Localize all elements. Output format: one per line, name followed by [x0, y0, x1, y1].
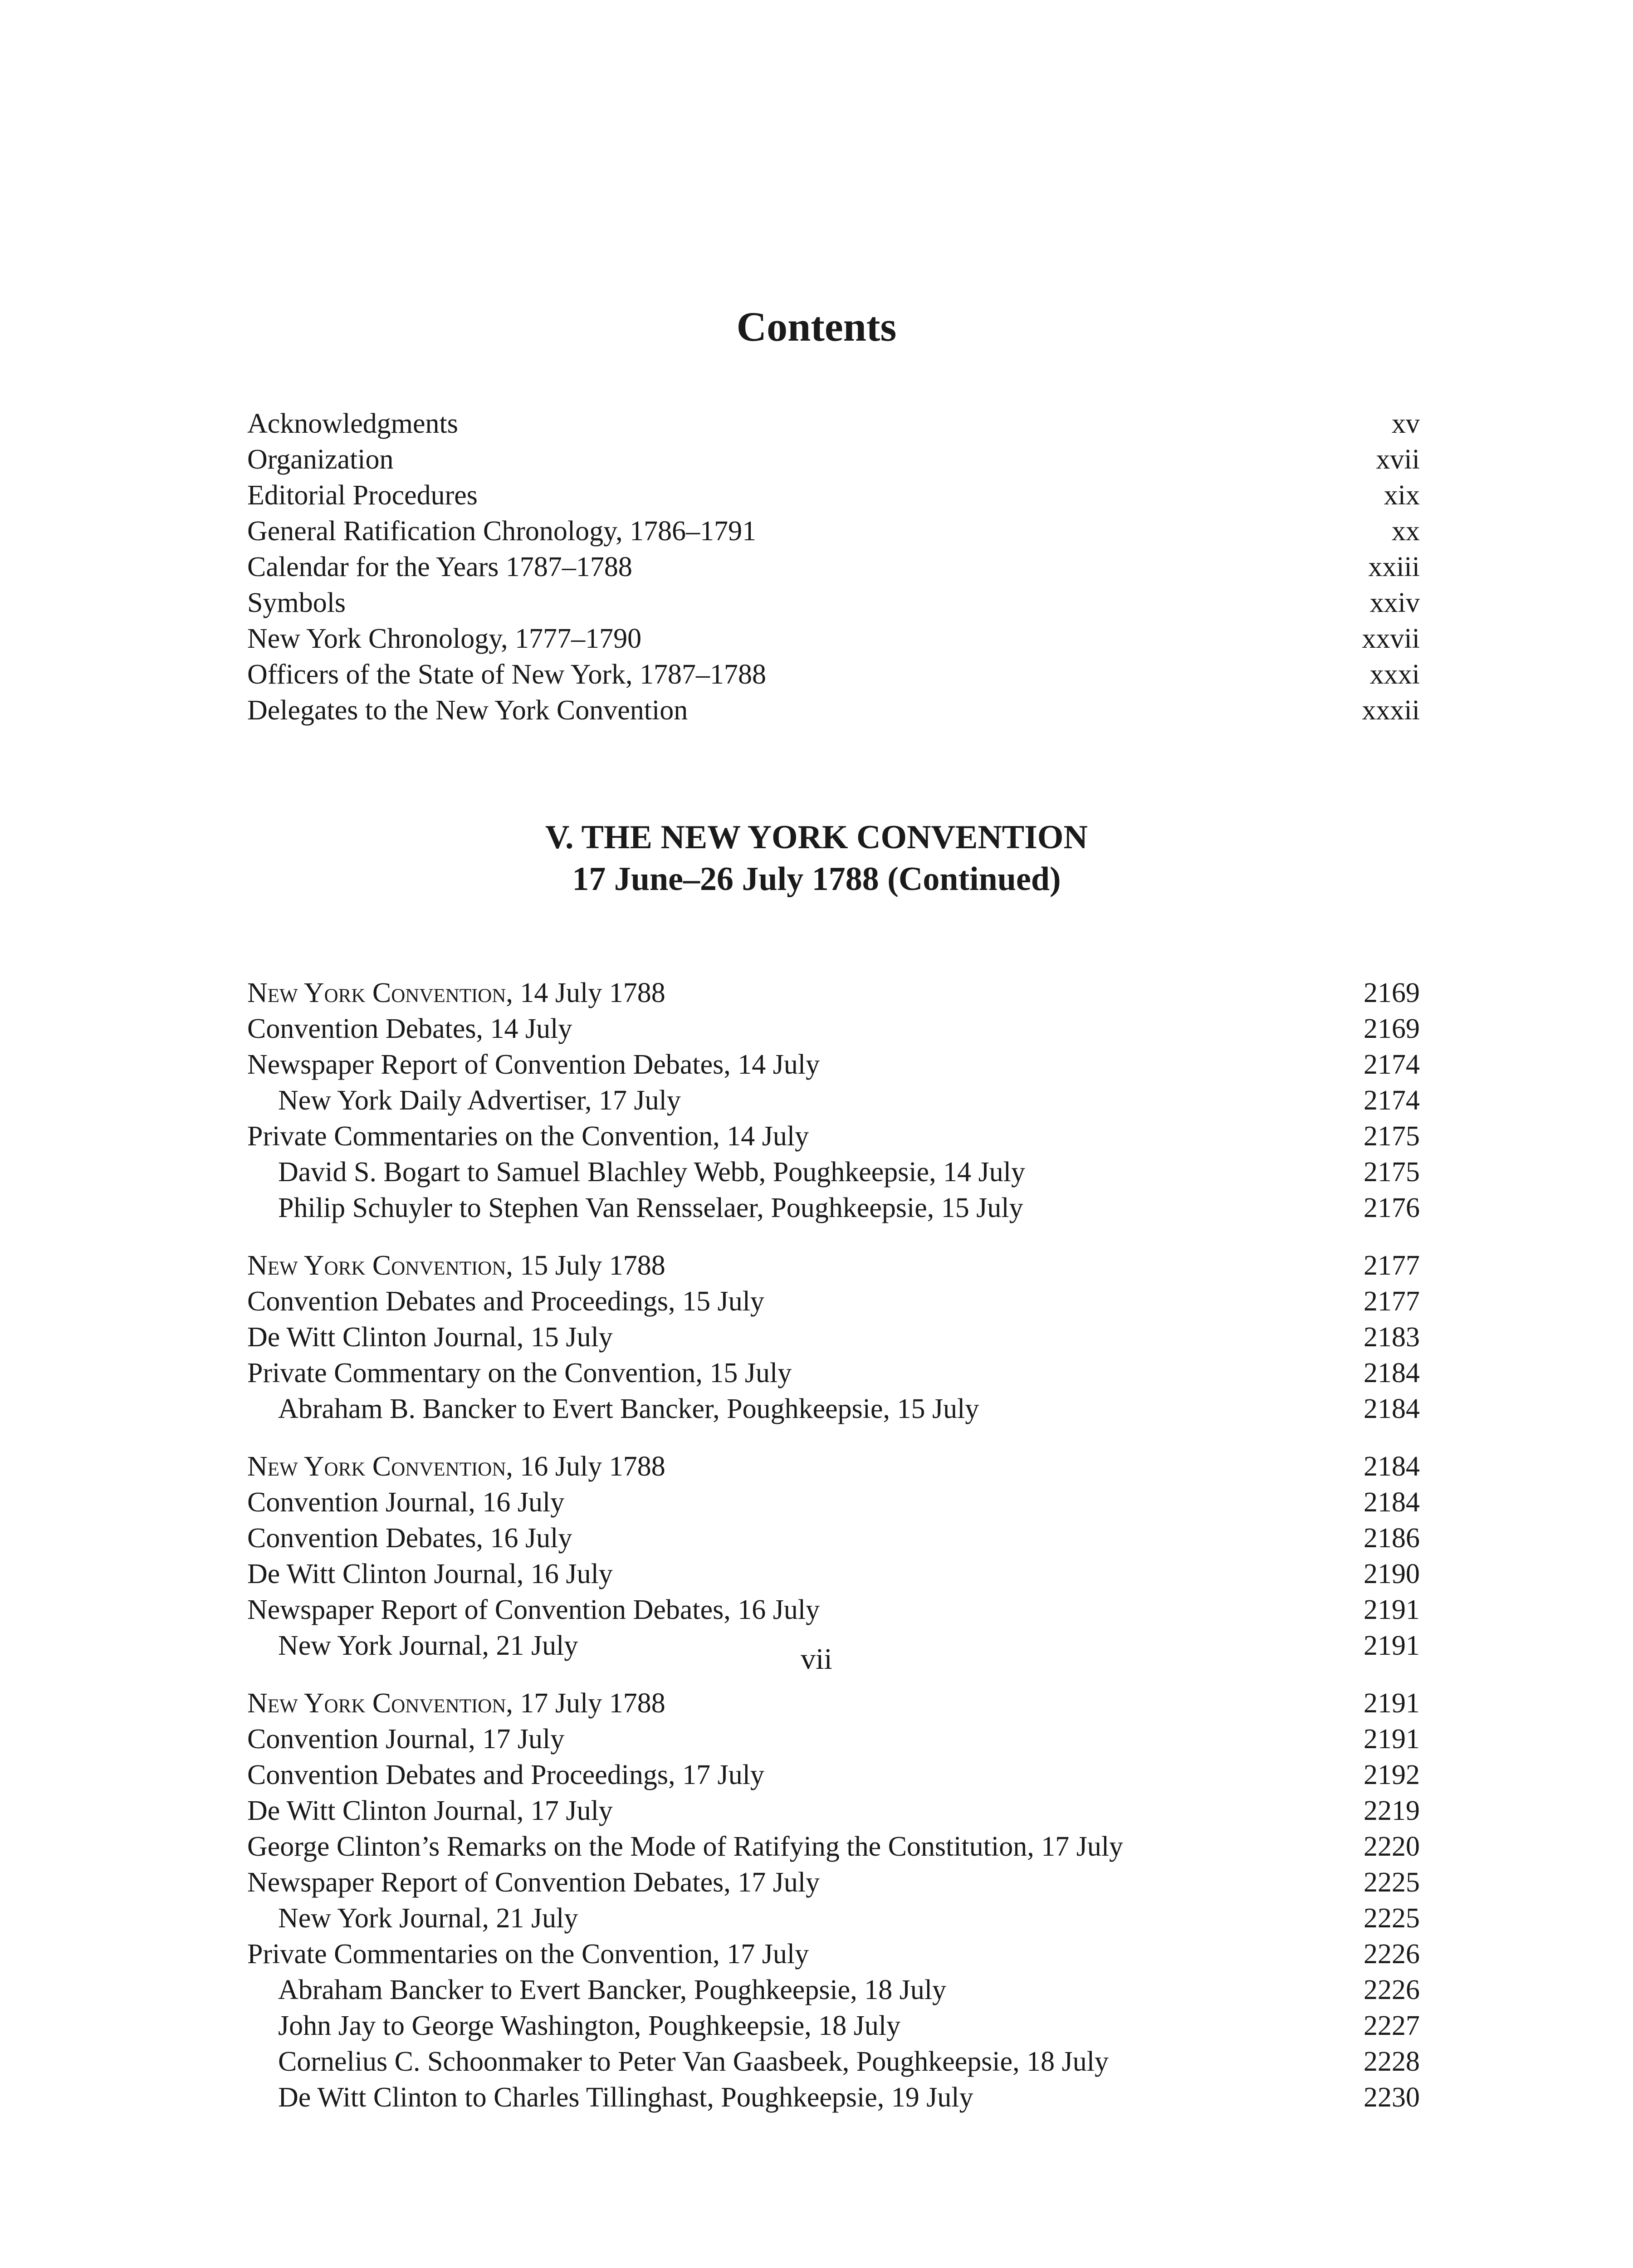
- toc-entry: [247, 1865, 1420, 1901]
- toc-entry-label: David S. Bogart to Samuel Blachley Webb, Poughkeepsie, 14 July: [278, 1157, 1025, 1188]
- toc-entry-page: xxxi: [1369, 659, 1420, 690]
- toc-entry: [247, 1972, 1420, 2008]
- section-heading-date: , 16 July 1788: [506, 1451, 665, 1482]
- toc-entry-page: 2226: [1364, 1939, 1420, 1970]
- convention-day-section: [247, 1248, 1420, 1427]
- section-heading-label: [247, 1248, 665, 1284]
- toc-entry-page: 2219: [1364, 1795, 1420, 1826]
- toc-entry-page: 2230: [1364, 2082, 1420, 2113]
- toc-entry-page: 2169: [1364, 1013, 1420, 1044]
- toc-entry-label: Convention Debates and Proceedings, 17 July: [247, 1760, 764, 1790]
- toc-entry-page: 2192: [1364, 1760, 1420, 1790]
- toc-entry-label: De Witt Clinton to Charles Tillinghast, Poughkeepsie, 19 July: [278, 2082, 973, 2113]
- toc-entry: [247, 585, 1420, 621]
- toc-entry: [247, 693, 1420, 728]
- toc-entry-label: Philip Schuyler to Stephen Van Rensselaer, Poughkeepsie, 15 July: [278, 1193, 1023, 1223]
- toc-entry: [247, 1047, 1420, 1083]
- part-heading-line-1: V. THE NEW YORK CONVENTION: [545, 819, 1088, 856]
- toc-entry: [247, 2008, 1420, 2044]
- toc-entry-label: Convention Debates, 16 July: [247, 1523, 572, 1554]
- section-heading-date: , 14 July 1788: [506, 978, 665, 1008]
- toc-entry-page: 2174: [1364, 1085, 1420, 1116]
- section-heading-label: [247, 1686, 665, 1721]
- toc-entry-page: 2169: [1364, 978, 1420, 1008]
- section-heading-row: [247, 975, 1420, 1011]
- toc-entry: [247, 1119, 1420, 1154]
- convention-day-section: [247, 1449, 1420, 1664]
- toc-entry-label: Cornelius C. Schoonmaker to Peter Van Gaasbeek, Poughkeepsie, 18 July: [278, 2046, 1109, 2077]
- section-heading-date: , 17 July 1788: [506, 1688, 665, 1719]
- toc-entry-label: Convention Debates and Proceedings, 15 July: [247, 1286, 764, 1317]
- toc-entry-page: 2184: [1364, 1393, 1420, 1424]
- toc-entry: [247, 1190, 1420, 1226]
- toc-entry-page: 2220: [1364, 1831, 1420, 1862]
- toc-entry-page: 2191: [1364, 1688, 1420, 1719]
- toc-entry-label: General Ratification Chronology, 1786–1791: [247, 516, 757, 547]
- toc-entry-page: 2228: [1364, 2046, 1420, 2077]
- toc-entry: [247, 1829, 1420, 1865]
- toc-entry: [247, 1936, 1420, 1972]
- toc-entry-page: xvii: [1376, 444, 1420, 475]
- toc-entry: [247, 406, 1420, 442]
- toc-entry-label: George Clinton’s Remarks on the Mode of Ratifying the Constitution, 17 July: [247, 1831, 1124, 1862]
- toc-entry: [247, 478, 1420, 513]
- toc-entry-page: 2175: [1364, 1121, 1420, 1152]
- toc-entry-label: De Witt Clinton Journal, 15 July: [247, 1322, 613, 1353]
- toc-entry-page: 2191: [1364, 1724, 1420, 1755]
- toc-entry: [247, 2044, 1420, 2080]
- toc-entry-label: Delegates to the New York Convention: [247, 695, 688, 726]
- toc-entry: [247, 549, 1420, 585]
- toc-entry: [247, 1355, 1420, 1391]
- part-heading: [0, 816, 1633, 900]
- toc-entry: [247, 1011, 1420, 1047]
- toc-entry: [247, 1556, 1420, 1592]
- section-heading-title: New York Convention: [247, 1451, 506, 1482]
- convention-day-section: [247, 975, 1420, 1226]
- toc-entry-page: xx: [1392, 516, 1420, 547]
- toc-entry-page: 2184: [1364, 1451, 1420, 1482]
- toc-entry-page: 2174: [1364, 1049, 1420, 1080]
- section-heading-row: [247, 1449, 1420, 1485]
- toc-entry-label: Symbols: [247, 587, 346, 618]
- toc-entry-page: 2191: [1364, 1594, 1420, 1625]
- toc-entry-label: Private Commentaries on the Convention, 17 July: [247, 1939, 809, 1970]
- section-heading-row: [247, 1686, 1420, 1721]
- toc-entry-page: 2190: [1364, 1559, 1420, 1589]
- toc-entry-label: Private Commentary on the Convention, 15 July: [247, 1358, 792, 1388]
- toc-entry: [247, 621, 1420, 657]
- toc-entry: [247, 1592, 1420, 1628]
- toc-entry: [247, 1485, 1420, 1520]
- toc-entry: [247, 1520, 1420, 1556]
- toc-entry-page: xxxii: [1362, 695, 1420, 726]
- toc-entry: [247, 657, 1420, 693]
- toc-entry-label: New York Chronology, 1777–1790: [247, 623, 642, 654]
- toc-entry-page: 2177: [1364, 1286, 1420, 1317]
- toc-entry: [247, 1793, 1420, 1829]
- toc-entry: [247, 1901, 1420, 1936]
- toc-entry-label: De Witt Clinton Journal, 17 July: [247, 1795, 613, 1826]
- toc-entry-label: New York Journal, 21 July: [278, 1630, 578, 1661]
- front-matter-list: [247, 406, 1420, 728]
- toc-entry: [247, 1284, 1420, 1320]
- toc-entry-label: Abraham B. Bancker to Evert Bancker, Poughkeepsie, 15 July: [278, 1393, 979, 1424]
- toc-entry-page: 2225: [1364, 1903, 1420, 1934]
- toc-entry-label: Private Commentaries on the Convention, 14 July: [247, 1121, 809, 1152]
- toc-entry: [247, 2080, 1420, 2116]
- toc-entry-page: xix: [1384, 480, 1420, 511]
- part-heading-line-2: 17 June–26 July 1788 (Continued): [572, 860, 1061, 898]
- convention-day-section: [247, 1686, 1420, 2116]
- toc-entry-page: 2225: [1364, 1867, 1420, 1898]
- toc-entry: [247, 1391, 1420, 1427]
- toc-entry-label: New York Daily Advertiser, 17 July: [278, 1085, 681, 1116]
- toc-entry-page: 2186: [1364, 1523, 1420, 1554]
- toc-entry-label: De Witt Clinton Journal, 16 July: [247, 1559, 613, 1589]
- toc-entry-page: xxiv: [1369, 587, 1420, 618]
- toc-entry-page: 2177: [1364, 1250, 1420, 1281]
- toc-entry-label: Abraham Bancker to Evert Bancker, Poughkeepsie, 18 July: [278, 1975, 947, 2005]
- toc-entry-label: John Jay to George Washington, Poughkeepsie, 18 July: [278, 2010, 901, 2041]
- toc-entry-page: 2175: [1364, 1157, 1420, 1188]
- toc-entry-label: Editorial Procedures: [247, 480, 478, 511]
- section-heading-title: New York Convention: [247, 1688, 506, 1719]
- toc-entry-page: xxiii: [1368, 552, 1420, 582]
- section-heading-date: , 15 July 1788: [506, 1250, 665, 1281]
- toc-entry-page: 2226: [1364, 1975, 1420, 2005]
- toc-entry: [247, 442, 1420, 478]
- section-heading-row: [247, 1248, 1420, 1284]
- toc-entry-page: 2184: [1364, 1487, 1420, 1518]
- toc-entry-label: Convention Journal, 16 July: [247, 1487, 565, 1518]
- toc-entry-label: Officers of the State of New York, 1787–1788: [247, 659, 766, 690]
- toc-entry: [247, 1083, 1420, 1119]
- toc-entry-label: Newspaper Report of Convention Debates, 16 July: [247, 1594, 820, 1625]
- section-heading-label: [247, 1449, 665, 1485]
- toc-entry-label: Newspaper Report of Convention Debates, 14 July: [247, 1049, 820, 1080]
- toc-entry-page: 2183: [1364, 1322, 1420, 1353]
- section-heading-title: New York Convention: [247, 1250, 506, 1281]
- section-heading-title: New York Convention: [247, 978, 506, 1008]
- toc-entry-page: xv: [1392, 408, 1420, 439]
- toc-entry: [247, 1757, 1420, 1793]
- toc-entry-label: New York Journal, 21 July: [278, 1903, 578, 1934]
- toc-entry-page: 2184: [1364, 1358, 1420, 1388]
- toc-entry-page: 2176: [1364, 1193, 1420, 1223]
- toc-entry-label: Acknowledgments: [247, 408, 458, 439]
- toc-entry-page: 2227: [1364, 2010, 1420, 2041]
- toc-entry-label: Calendar for the Years 1787–1788: [247, 552, 632, 582]
- toc-entry: [247, 513, 1420, 549]
- toc-entry-page: 2191: [1364, 1630, 1420, 1661]
- page-title: Contents: [736, 303, 897, 350]
- toc-entry: [247, 1721, 1420, 1757]
- toc-entry-page: xxvii: [1362, 623, 1420, 654]
- section-heading-label: [247, 975, 665, 1011]
- toc-entry-label: Newspaper Report of Convention Debates, 17 July: [247, 1867, 820, 1898]
- convention-entries: [247, 975, 1420, 2137]
- page-number: vii: [801, 1642, 832, 1676]
- toc-entry-label: Convention Journal, 17 July: [247, 1724, 565, 1755]
- toc-entry: [247, 1320, 1420, 1355]
- toc-entry-label: Convention Debates, 14 July: [247, 1013, 572, 1044]
- toc-entry: [247, 1154, 1420, 1190]
- toc-entry-label: Organization: [247, 444, 394, 475]
